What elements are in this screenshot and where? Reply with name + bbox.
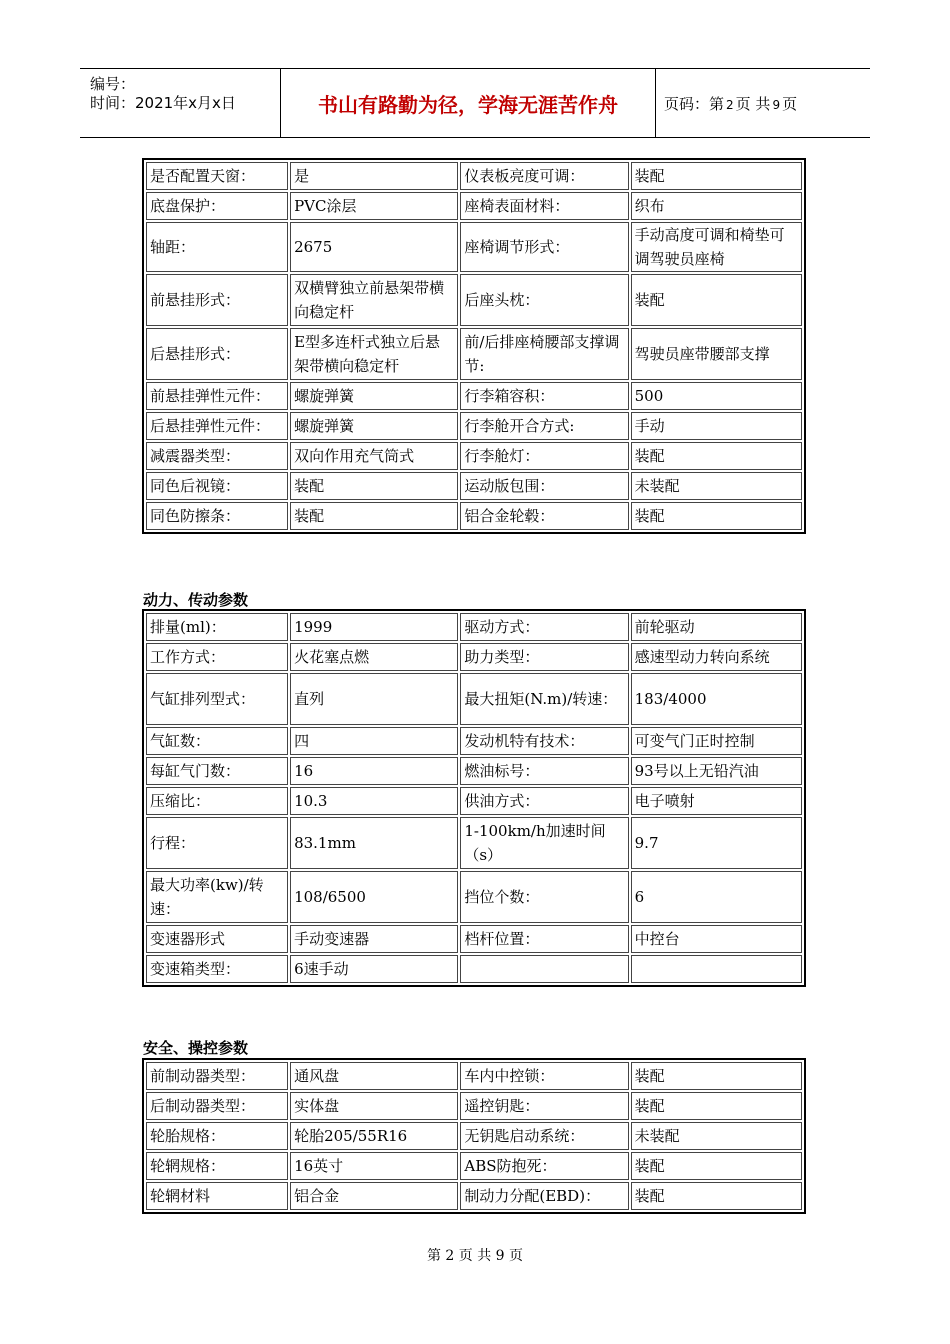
spec-value-cell: 108/6500 bbox=[290, 871, 458, 923]
table-row bbox=[146, 727, 802, 755]
table-row bbox=[146, 1092, 802, 1120]
spec-label-cell: 轮辋材料 bbox=[146, 1182, 288, 1210]
page-suffix: 页 bbox=[782, 95, 798, 113]
spec-label-cell: 后座头枕： bbox=[460, 274, 628, 326]
table-row bbox=[146, 328, 802, 380]
spec-label-cell: 后制动器类型： bbox=[146, 1092, 288, 1120]
spec-value-cell: 2675 bbox=[290, 222, 458, 272]
spec-value-cell: 感速型动力转向系统 bbox=[631, 643, 802, 671]
spec-label-cell: 前悬挂形式： bbox=[146, 274, 288, 326]
spec-value-cell: 500 bbox=[631, 382, 802, 410]
spec-label-cell: 压缩比： bbox=[146, 787, 288, 815]
spec-value-cell: 装配 bbox=[631, 162, 802, 190]
spec-label-cell: 减震器类型： bbox=[146, 442, 288, 470]
spec-label-cell: 轴距： bbox=[146, 222, 288, 272]
spec-value-cell: 火花塞点燃 bbox=[290, 643, 458, 671]
table-row bbox=[146, 643, 802, 671]
spec-label-cell: 座椅调节形式： bbox=[460, 222, 628, 272]
page-footer: 第 2 页 共 9 页 bbox=[426, 1248, 524, 1264]
spec-label-cell: 铝合金轮毂： bbox=[460, 502, 628, 530]
table-row bbox=[146, 613, 802, 641]
spec-label-cell: 同色后视镜： bbox=[146, 472, 288, 500]
table-row bbox=[146, 442, 802, 470]
spec-label-cell: 是否配置天窗： bbox=[146, 162, 288, 190]
spec-value-cell: 手动高度可调和椅垫可调驾驶员座椅 bbox=[631, 222, 802, 272]
section-title-powertrain: 动力、传动参数 bbox=[143, 591, 249, 609]
spec-label-cell: 制动力分配(EBD)： bbox=[460, 1182, 628, 1210]
section-title-safety: 安全、操控参数 bbox=[143, 1039, 249, 1057]
header-motto: 书山有路勤为径，学海无涯苦作舟 bbox=[280, 69, 656, 137]
spec-label-cell: 行程： bbox=[146, 817, 288, 869]
spec-value-cell: 螺旋弹簧 bbox=[290, 382, 458, 410]
spec-label-cell: 前制动器类型： bbox=[146, 1062, 288, 1090]
table-row bbox=[146, 871, 802, 923]
spec-label-cell: 前/后排座椅腰部支撑调节: bbox=[460, 328, 628, 380]
spec-value-cell: 双横臂独立前悬架带横向稳定杆 bbox=[290, 274, 458, 326]
spec-value-cell: 装配 bbox=[631, 1092, 802, 1120]
spec-value-cell: 装配 bbox=[631, 1062, 802, 1090]
table-row bbox=[146, 925, 802, 953]
spec-value-cell: 中控台 bbox=[631, 925, 802, 953]
body-chassis-table bbox=[142, 158, 806, 534]
spec-label-cell: 行李舱灯： bbox=[460, 442, 628, 470]
spec-value-cell: 通风盘 bbox=[290, 1062, 458, 1090]
spec-value-cell: 16 bbox=[290, 757, 458, 785]
spec-value-cell: 10.3 bbox=[290, 787, 458, 815]
safety-table bbox=[142, 1058, 806, 1214]
spec-value-cell: 未装配 bbox=[631, 1122, 802, 1150]
table-row bbox=[146, 673, 802, 725]
spec-label-cell: 1-100km/h加速时间（s） bbox=[460, 817, 628, 869]
spec-label-cell: 工作方式： bbox=[146, 643, 288, 671]
spec-label-cell: 发动机特有技术： bbox=[460, 727, 628, 755]
table-row bbox=[146, 817, 802, 869]
time-label: 时间：2021年x月x日 bbox=[90, 94, 236, 112]
spec-label-cell: 无钥匙启动系统： bbox=[460, 1122, 628, 1150]
page-current: 2 bbox=[726, 98, 734, 112]
table-row bbox=[146, 192, 802, 220]
spec-label-cell: ABS防抱死： bbox=[460, 1152, 628, 1180]
spec-value-cell: 183/4000 bbox=[631, 673, 802, 725]
table-row bbox=[146, 1152, 802, 1180]
spec-label-cell: 助力类型： bbox=[460, 643, 628, 671]
spec-value-cell: 双向作用充气筒式 bbox=[290, 442, 458, 470]
page-prefix: 页码：第 bbox=[664, 95, 725, 113]
spec-value-cell: 铝合金 bbox=[290, 1182, 458, 1210]
spec-value-cell: 6 bbox=[631, 871, 802, 923]
spec-label-cell: 最大功率(kw)/转速： bbox=[146, 871, 288, 923]
powertrain-table bbox=[142, 609, 806, 987]
spec-label-cell: 行李箱容积： bbox=[460, 382, 628, 410]
spec-value-cell: 驾驶员座带腰部支撑 bbox=[631, 328, 802, 380]
table-row bbox=[146, 955, 802, 983]
table-row bbox=[146, 787, 802, 815]
spec-label-cell: 轮辋规格： bbox=[146, 1152, 288, 1180]
spec-value-cell: 织布 bbox=[631, 192, 802, 220]
spec-value-cell: 未装配 bbox=[631, 472, 802, 500]
spec-label-cell: 遥控钥匙： bbox=[460, 1092, 628, 1120]
spec-label-cell: 气缸数： bbox=[146, 727, 288, 755]
spec-value-cell: 四 bbox=[290, 727, 458, 755]
spec-value-cell: 6速手动 bbox=[290, 955, 458, 983]
spec-label-cell: 每缸气门数： bbox=[146, 757, 288, 785]
spec-value-cell: 轮胎205/55R16 bbox=[290, 1122, 458, 1150]
table-row bbox=[146, 412, 802, 440]
page-mid: 页 共 bbox=[735, 95, 771, 113]
spec-value-cell: PVC涂层 bbox=[290, 192, 458, 220]
table-row bbox=[146, 757, 802, 785]
number-label: 编号： bbox=[90, 75, 136, 93]
spec-value-cell: 装配 bbox=[631, 274, 802, 326]
spec-label-cell: 仪表板亮度可调： bbox=[460, 162, 628, 190]
spec-label-cell: 档杆位置： bbox=[460, 925, 628, 953]
spec-value-cell: 83.1mm bbox=[290, 817, 458, 869]
spec-value-cell: 装配 bbox=[631, 442, 802, 470]
spec-value-cell: 装配 bbox=[290, 502, 458, 530]
table-row bbox=[146, 502, 802, 530]
spec-value-cell: 前轮驱动 bbox=[631, 613, 802, 641]
spec-value-cell: 螺旋弹簧 bbox=[290, 412, 458, 440]
spec-value-cell: 实体盘 bbox=[290, 1092, 458, 1120]
spec-label-cell: 驱动方式： bbox=[460, 613, 628, 641]
table-row bbox=[146, 1122, 802, 1150]
spec-label-cell: 运动版包围： bbox=[460, 472, 628, 500]
page-header bbox=[80, 68, 870, 138]
header-meta bbox=[80, 69, 280, 137]
spec-value-cell bbox=[631, 955, 802, 983]
spec-label-cell: 排量(ml)： bbox=[146, 613, 288, 641]
spec-value-cell: 装配 bbox=[631, 1182, 802, 1210]
spec-value-cell: E型多连杆式独立后悬架带横向稳定杆 bbox=[290, 328, 458, 380]
spec-label-cell: 气缸排列型式： bbox=[146, 673, 288, 725]
spec-value-cell: 手动变速器 bbox=[290, 925, 458, 953]
spec-label-cell: 底盘保护： bbox=[146, 192, 288, 220]
table-row bbox=[146, 274, 802, 326]
table-row bbox=[146, 472, 802, 500]
spec-label-cell: 供油方式： bbox=[460, 787, 628, 815]
spec-label-cell: 变速器形式 bbox=[146, 925, 288, 953]
page-total: 9 bbox=[772, 98, 781, 112]
spec-label-cell: 前悬挂弹性元件： bbox=[146, 382, 288, 410]
spec-label-cell: 后悬挂弹性元件： bbox=[146, 412, 288, 440]
spec-value-cell: 1999 bbox=[290, 613, 458, 641]
spec-label-cell: 车内中控锁： bbox=[460, 1062, 628, 1090]
spec-value-cell: 是 bbox=[290, 162, 458, 190]
spec-label-cell: 同色防擦条： bbox=[146, 502, 288, 530]
spec-value-cell: 装配 bbox=[290, 472, 458, 500]
spec-value-cell: 9.7 bbox=[631, 817, 802, 869]
spec-value-cell: 装配 bbox=[631, 1152, 802, 1180]
spec-label-cell bbox=[460, 955, 628, 983]
spec-label-cell: 轮胎规格： bbox=[146, 1122, 288, 1150]
spec-value-cell: 电子喷射 bbox=[631, 787, 802, 815]
spec-label-cell: 挡位个数： bbox=[460, 871, 628, 923]
spec-label-cell: 最大扭矩(N.m)/转速： bbox=[460, 673, 628, 725]
spec-value-cell: 直列 bbox=[290, 673, 458, 725]
spec-label-cell: 燃油标号： bbox=[460, 757, 628, 785]
table-row bbox=[146, 162, 802, 190]
spec-label-cell: 行李舱开合方式: bbox=[460, 412, 628, 440]
spec-value-cell: 可变气门正时控制 bbox=[631, 727, 802, 755]
spec-value-cell: 93号以上无铅汽油 bbox=[631, 757, 802, 785]
table-row bbox=[146, 1182, 802, 1210]
page-indicator bbox=[664, 93, 797, 114]
spec-value-cell: 装配 bbox=[631, 502, 802, 530]
spec-value-cell: 16英寸 bbox=[290, 1152, 458, 1180]
table-row bbox=[146, 1062, 802, 1090]
spec-label-cell: 后悬挂形式： bbox=[146, 328, 288, 380]
table-row bbox=[146, 382, 802, 410]
spec-value-cell: 手动 bbox=[631, 412, 802, 440]
spec-label-cell: 变速箱类型： bbox=[146, 955, 288, 983]
table-row bbox=[146, 222, 802, 272]
spec-label-cell: 座椅表面材料： bbox=[460, 192, 628, 220]
